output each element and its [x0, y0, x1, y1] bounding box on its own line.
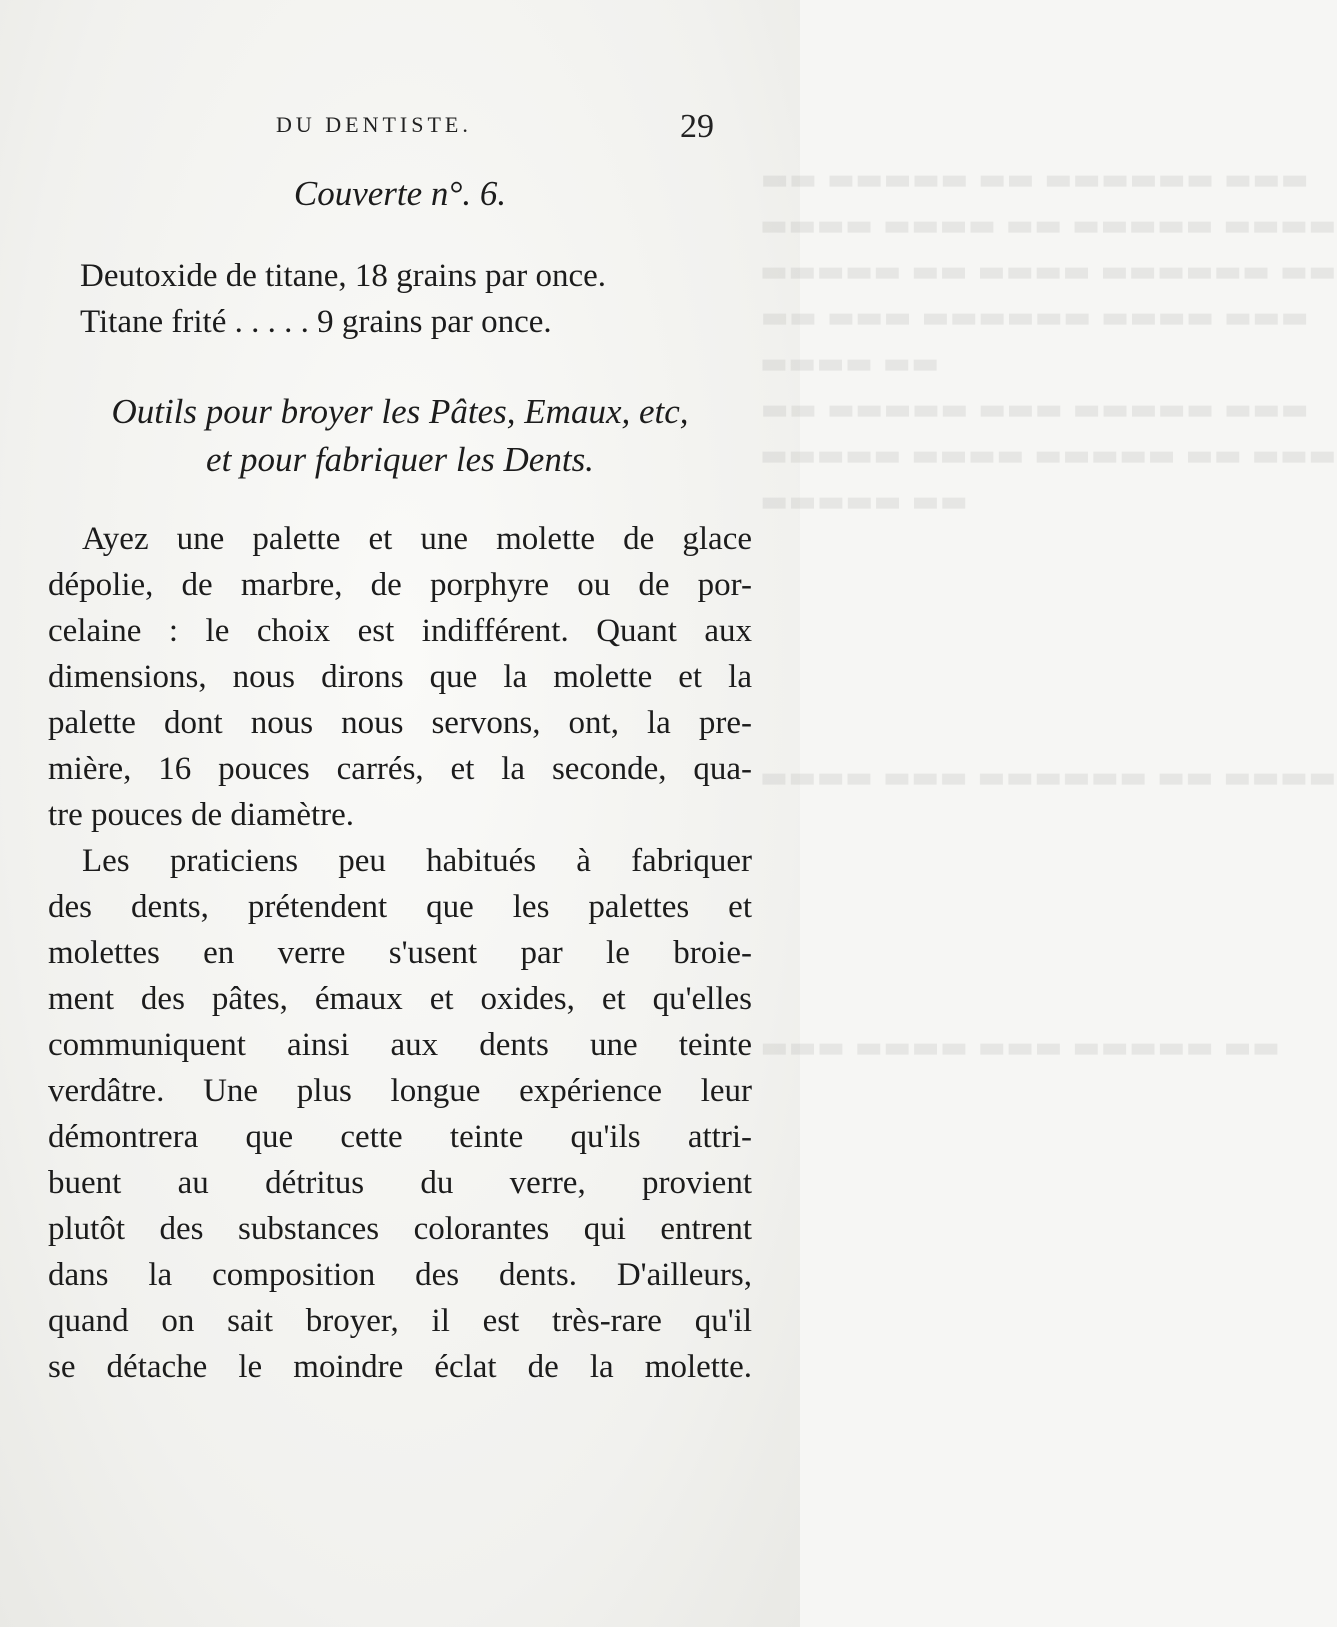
body-line-10: molettes en verre s'usent par le broie- — [48, 935, 752, 971]
body-line-8: Les praticiens peu habitués à fabriquer — [82, 843, 752, 879]
body-line-17: dans la composition des dents. D'ailleurs, — [48, 1257, 752, 1293]
body-line-14: démontrera que cette teinte qu'ils attri- — [48, 1119, 752, 1155]
body-line-7: tre pouces de diamètre. — [48, 797, 355, 833]
body-line-5: palette dont nous nous servons, ont, la pre- — [48, 705, 752, 741]
body-line-19: se détache le moindre éclat de la molette. — [48, 1349, 752, 1385]
body-line-11: ment des pâtes, émaux et oxides, et qu'elles — [48, 981, 752, 1017]
running-title: DU DENTISTE. — [276, 112, 472, 137]
body-line-15: buent au détritus du verre, provient — [48, 1165, 752, 1201]
body-line-12: communiquent ainsi aux dents une teinte — [48, 1027, 752, 1063]
recipe-title: Couverte n°. 6. — [293, 174, 507, 213]
body-line-3: celaine : le choix est indifférent. Quant aux — [48, 613, 752, 649]
body-line-4: dimensions, nous dirons que la molette et la — [48, 659, 752, 695]
section-heading-line-2: et pour fabriquer les Dents. — [206, 440, 594, 479]
body-line-16: plutôt des substances colorantes qui entrent — [48, 1211, 752, 1247]
section-heading-line-1: Outils pour broyer les Pâtes, Emaux, etc, — [111, 392, 689, 431]
recipe-line-1: Deutoxide de titane, 18 grains par once. — [80, 258, 606, 294]
body-line-6: mière, 16 pouces carrés, et la seconde, qua- — [48, 751, 752, 787]
body-line-1: Ayez une palette et une molette de glace — [82, 521, 752, 557]
show-through-texture: ▬▬▬ ▬▬▬▬▬▬ ▬▬ ▬▬▬▬▬ ▬▬ ▬▬▬▬ ▬▬▬▬▬ ▬▬ ▬▬▬▬ ▬▬▬▬ ▬▬ ▬▬▬▬▬▬ ▬▬▬▬ ▬▬ ▬▬▬▬▬ ▬▬▬ ▬▬▬▬ ▬▬▬▬▬▬ ▬▬▬ ▬▬ ▬▬ ▬▬▬▬ ▬▬▬ ▬▬▬▬▬ ▬▬▬ ▬▬▬▬▬ ▬▬ ▬▬▬ ▬▬ ▬▬▬▬▬ ▬▬▬▬ ▬▬▬▬▬ ▬▬ ▬▬▬▬▬ ▬▬▬▬ ▬▬ ▬▬▬▬▬▬ ▬▬▬ ▬▬▬▬ ▬▬ ▬▬▬▬▬ ▬▬▬ ▬▬▬▬ ▬▬▬ — [760, 162, 1337, 1065]
page-number: 29 — [680, 108, 714, 145]
body-line-13: verdâtre. Une plus longue expérience leur — [48, 1073, 752, 1109]
body-line-9: des dents, prétendent que les palettes et — [48, 889, 752, 925]
recipe-line-2: Titane frité . . . . . 9 grains par once. — [80, 304, 552, 340]
body-line-18: quand on sait broyer, il est très-rare qu'il — [48, 1303, 752, 1339]
body-line-2: dépolie, de marbre, de porphyre ou de por- — [48, 567, 752, 603]
